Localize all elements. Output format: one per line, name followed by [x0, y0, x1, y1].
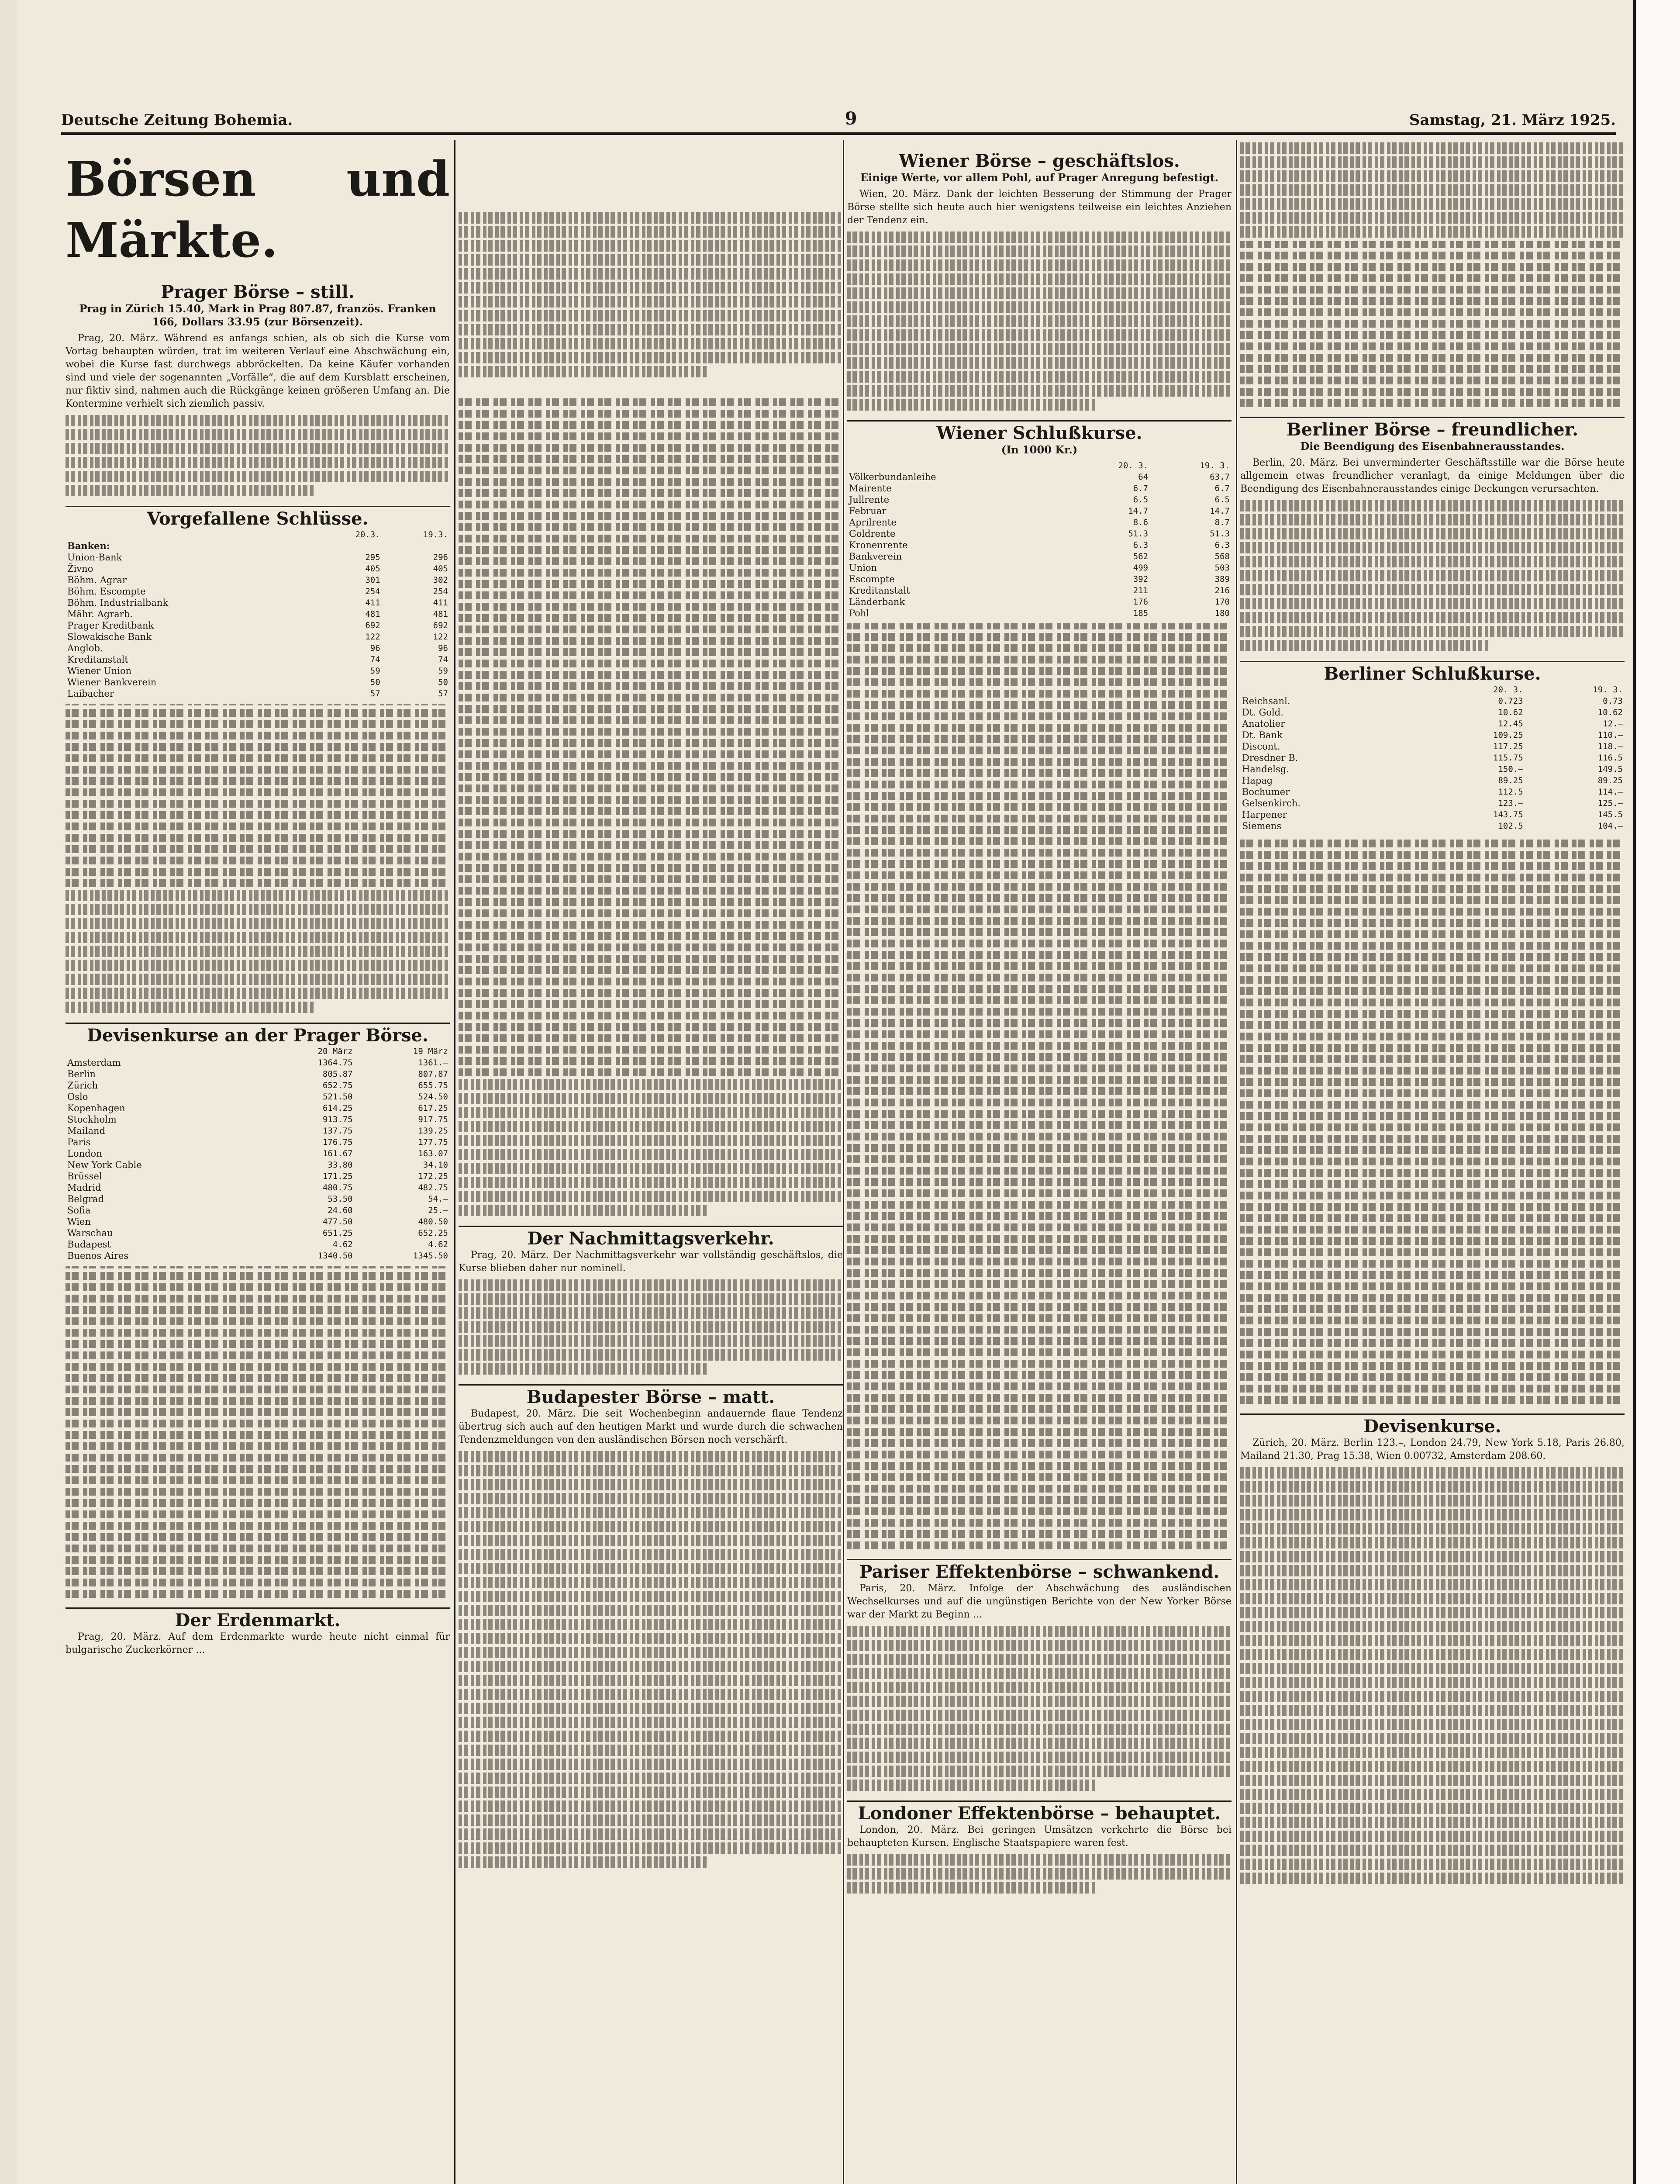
article-text: Berlin, 20. März. Bei unverminderter Geschäftsstille war die Börse heute allgemein etwas freundlicher veranlagt, da einige Meldungen über die Beendigung des Eisenbahnerausstandes einige Deckungen verursachten.	[1240, 457, 1625, 494]
article-text: Wien, 20. März. Dank der leichten Besserung der Stimmung der Prager Börse stellte sich heute auch hier wenigstens teilweise ein leichtes Anziehen der Tendenz ein.	[847, 189, 1232, 226]
devisen-table	[66, 1046, 450, 1261]
table-header: 19 März	[413, 1047, 448, 1056]
table-header: 20.3.	[355, 530, 380, 539]
table-row: Handelsg. 150.– 149.5	[1242, 764, 1623, 774]
section-subtitle: (In 1000 Kr.)	[1001, 443, 1078, 456]
table-row: Kreditanstalt 211 216	[849, 585, 1230, 596]
table-row: Berlin 805.87 807.87	[67, 1069, 448, 1079]
table-row: Amsterdam 1364.75 1361.–	[67, 1057, 448, 1068]
header-paper-name: Deutsche Zeitung Bohemia.	[61, 111, 293, 129]
table-continuation	[1240, 241, 1625, 407]
column-rule	[454, 140, 455, 2184]
table-row: Anatolier 12.45 12.–	[1242, 719, 1623, 729]
table-row: Kronenrente 6.3 6.3	[849, 540, 1230, 550]
berliner-schluss-table	[1240, 684, 1625, 832]
table-row: Discont. 117.25 118.–	[1242, 741, 1623, 752]
table-continuation	[66, 1266, 450, 1598]
table-row: Mähr. Agrarb. 481 481	[67, 609, 448, 619]
kurse-table	[66, 529, 450, 699]
table-row: London 161.67 163.07	[67, 1148, 448, 1159]
table-row: Banken:	[67, 540, 110, 551]
column-2	[459, 140, 843, 2184]
table-continuation	[1240, 836, 1625, 1404]
table-row: Kopenhagen 614.25 617.25	[67, 1103, 448, 1113]
wiener-schluss-table	[847, 460, 1232, 619]
section-title-berliner-boerse: Berliner Börse – freundlicher.	[1240, 417, 1625, 436]
table-row: Februar 14.7 14.7	[849, 506, 1230, 516]
page-header	[61, 103, 1616, 135]
table-row: Union 499 503	[849, 563, 1230, 573]
table-row: Bochumer 112.5 114.–	[1242, 787, 1623, 797]
table-row: Oslo 521.50 524.50	[67, 1092, 448, 1102]
article-text: London, 20. März. Bei geringen Umsätzen verkehrte die Börse bei behaupteten Kursen. Englische Staatspapiere waren fest.	[847, 1825, 1232, 1849]
table-row: Wiener Bankverein 50 50	[67, 677, 448, 688]
table-header	[1240, 684, 1425, 695]
table-row: New York Cable 33.80 34.10	[67, 1160, 448, 1170]
table-row: Slowakische Bank 122 122	[67, 632, 448, 642]
table-row: Dt. Gold. 10.62 10.62	[1242, 707, 1623, 718]
article-text: Paris, 20. März. Infolge der Abschwächung des ausländischen Wechselkurses und auf die ungünstigen Berichte von der New Yorker Börse war der Markt zu Beginn ...	[847, 1583, 1232, 1620]
table-row: Kreditanstalt 74 74	[67, 654, 448, 665]
table-row: Union-Bank 295 296	[67, 552, 448, 563]
header-page-number: 9	[845, 108, 857, 129]
table-row: Pohl 185 180	[849, 608, 1230, 619]
table-row: Mailand 137.75 139.25	[67, 1126, 448, 1136]
section-title-berliner-schluss: Berliner Schlußkurse.	[1240, 661, 1625, 681]
table-row: Paris 176.75 177.75	[67, 1137, 448, 1147]
table-header: 19. 3.	[1200, 461, 1230, 470]
table-continuation	[66, 704, 450, 887]
column-3	[847, 140, 1232, 2184]
table-header: 19.3.	[423, 530, 448, 539]
section-subtitle: Einige Werte, vor allem Pohl, auf Prager Anregung befestigt.	[860, 171, 1219, 184]
table-row: Bankverein 562 568	[849, 551, 1230, 562]
table-header: 19. 3.	[1593, 685, 1623, 695]
table-row: Wien 477.50 480.50	[67, 1216, 448, 1227]
section-title-london: Londoner Effektenbörse – behauptet.	[847, 1800, 1232, 1820]
table-header: 20 März	[317, 1047, 353, 1056]
table-row: Madrid 480.75 482.75	[67, 1182, 448, 1193]
table-row: Mairente 6.7 6.7	[849, 483, 1230, 494]
article-text: Zürich, 20. März. Berlin 123.–, London 24.79, New York 5.18, Paris 26.80, Mailand 21.30, Prag 15.38, Wien 0.00732, Amsterdam 208.60.	[1240, 1438, 1625, 1462]
table-row: Escompte 392 389	[849, 574, 1230, 584]
section-title-budapest: Budapester Börse – matt.	[459, 1384, 843, 1404]
table-row: Živno 405 405	[67, 563, 448, 574]
table-row: Anglob. 96 96	[67, 643, 448, 653]
article-text: Prag, 20. März. Während es anfangs schien, als ob sich die Kurse vom Vortag behaupten würden, trat im weiteren Verlauf eine Abschwächung ein, wobei die Kurse fast durchwegs abbröckelten. Da keine Käufer vorhanden sind und viele der sogenannten „Vorfälle“, die auf dem Kursblatt erscheinen, nur fiktiv sind, nahmen auch die Rückgänge keinen größeren Umfang an. Die Kontermine verhielt sich ziemlich passiv.	[66, 333, 450, 409]
article-text: Prag, 20. März. Der Nachmittagsverkehr war vollständig geschäftslos, die Kurse blieben daher nur nominell.	[459, 1250, 843, 1274]
table-row: Böhm. Industrialbank 411 411	[67, 598, 448, 608]
table-row: Böhm. Agrar 301 302	[67, 575, 448, 585]
section-title-wiener-schluss: Wiener Schlußkurse.	[847, 420, 1232, 440]
table-row: Prager Kreditbank 692 692	[67, 620, 448, 631]
article-text: Prag, 20. März. Auf dem Erdenmarkte wurde heute nicht einmal für bulgarische Zuckerkörner ...	[66, 1631, 450, 1655]
column-4	[1240, 140, 1625, 2184]
table-row: Belgrad 53.50 54.–	[67, 1194, 448, 1204]
header-date: Samstag, 21. März 1925.	[1409, 111, 1616, 129]
table-row: Budapest 4.62 4.62	[67, 1239, 448, 1250]
table-row: Goldrente 51.3 51.3	[849, 529, 1230, 539]
table-row: Völkerbundanleihe 64 63.7	[849, 472, 1230, 482]
table-continuation	[459, 395, 843, 1076]
table-row: Böhm. Escompte 254 254	[67, 586, 448, 597]
section-title-wiener-boerse: Wiener Börse – geschäftslos.	[899, 151, 1180, 171]
table-row: Siemens 102.5 104.–	[1242, 821, 1623, 831]
table-header: 20. 3.	[1493, 685, 1523, 695]
article-text: Budapest, 20. März. Die seit Wochenbeginn andauernde flaue Tendenz übertrug sich auch auf den heutigen Markt und wurde durch die schwachen Tendenzmeldungen von den ausländischen Börsen noch verschärft.	[459, 1408, 843, 1445]
section-subtitle: Die Beendigung des Eisenbahnerausstandes.	[1300, 440, 1565, 453]
section-title-erdenmarkt: Der Erdenmarkt.	[66, 1607, 450, 1627]
table-row: Zürich 652.75 655.75	[67, 1080, 448, 1091]
table-row: Brüssel 171.25 172.25	[67, 1171, 448, 1182]
column-1	[66, 140, 450, 2184]
column-rule	[843, 140, 844, 2184]
scan-margin	[1636, 0, 1680, 2184]
table-row: Hapag 89.25 89.25	[1242, 775, 1623, 786]
table-row: Sofia 24.60 25.–	[67, 1205, 448, 1216]
table-header	[847, 460, 1068, 471]
section-title-devisen: Devisenkurse an der Prager Börse.	[66, 1023, 450, 1042]
table-header	[66, 1046, 259, 1057]
table-row: Wiener Union 59 59	[67, 666, 448, 676]
masthead-title: Börsen und Märkte.	[66, 151, 450, 268]
table-row: Reichsanl. 0.723 0.73	[1242, 696, 1623, 706]
newspaper-page	[17, 0, 1636, 2184]
table-row: Länderbank 176 170	[849, 597, 1230, 607]
table-row: Gelsenkirch. 123.– 125.–	[1242, 798, 1623, 809]
table-row: Laibacher 57 57	[67, 688, 448, 699]
table-row: Jullrente 6.5 6.5	[849, 494, 1230, 505]
table-header: 20. 3.	[1118, 461, 1149, 470]
section-subtitle: Prag in Zürich 15.40, Mark in Prag 807.87, französ. Franken 166, Dollars 33.95 (zur Börsenzeit).	[79, 302, 436, 328]
section-title-prager-boerse: Prager Börse – still.	[161, 282, 355, 302]
column-rule	[1236, 140, 1237, 2184]
section-title-schluesse: Vorgefallene Schlüsse.	[66, 506, 450, 525]
table-row: Dresdner B. 115.75 116.5	[1242, 753, 1623, 763]
section-title-nachmittag: Der Nachmittagsverkehr.	[459, 1226, 843, 1245]
table-row: Aprilrente 8.6 8.7	[849, 517, 1230, 528]
table-row: Harpener 143.75 145.5	[1242, 809, 1623, 820]
table-row: Dt. Bank 109.25 110.–	[1242, 730, 1623, 740]
table-row: Stockholm 913.75 917.75	[67, 1114, 448, 1125]
table-continuation	[847, 623, 1232, 1549]
table-row: Warschau 651.25 652.25	[67, 1228, 448, 1238]
section-title-paris: Pariser Effektenbörse – schwankend.	[847, 1559, 1232, 1579]
table-header	[66, 529, 314, 540]
section-title-devisenkurse: Devisenkurse.	[1240, 1413, 1625, 1433]
table-row: Buenos Aires 1340.50 1345.50	[67, 1251, 448, 1261]
